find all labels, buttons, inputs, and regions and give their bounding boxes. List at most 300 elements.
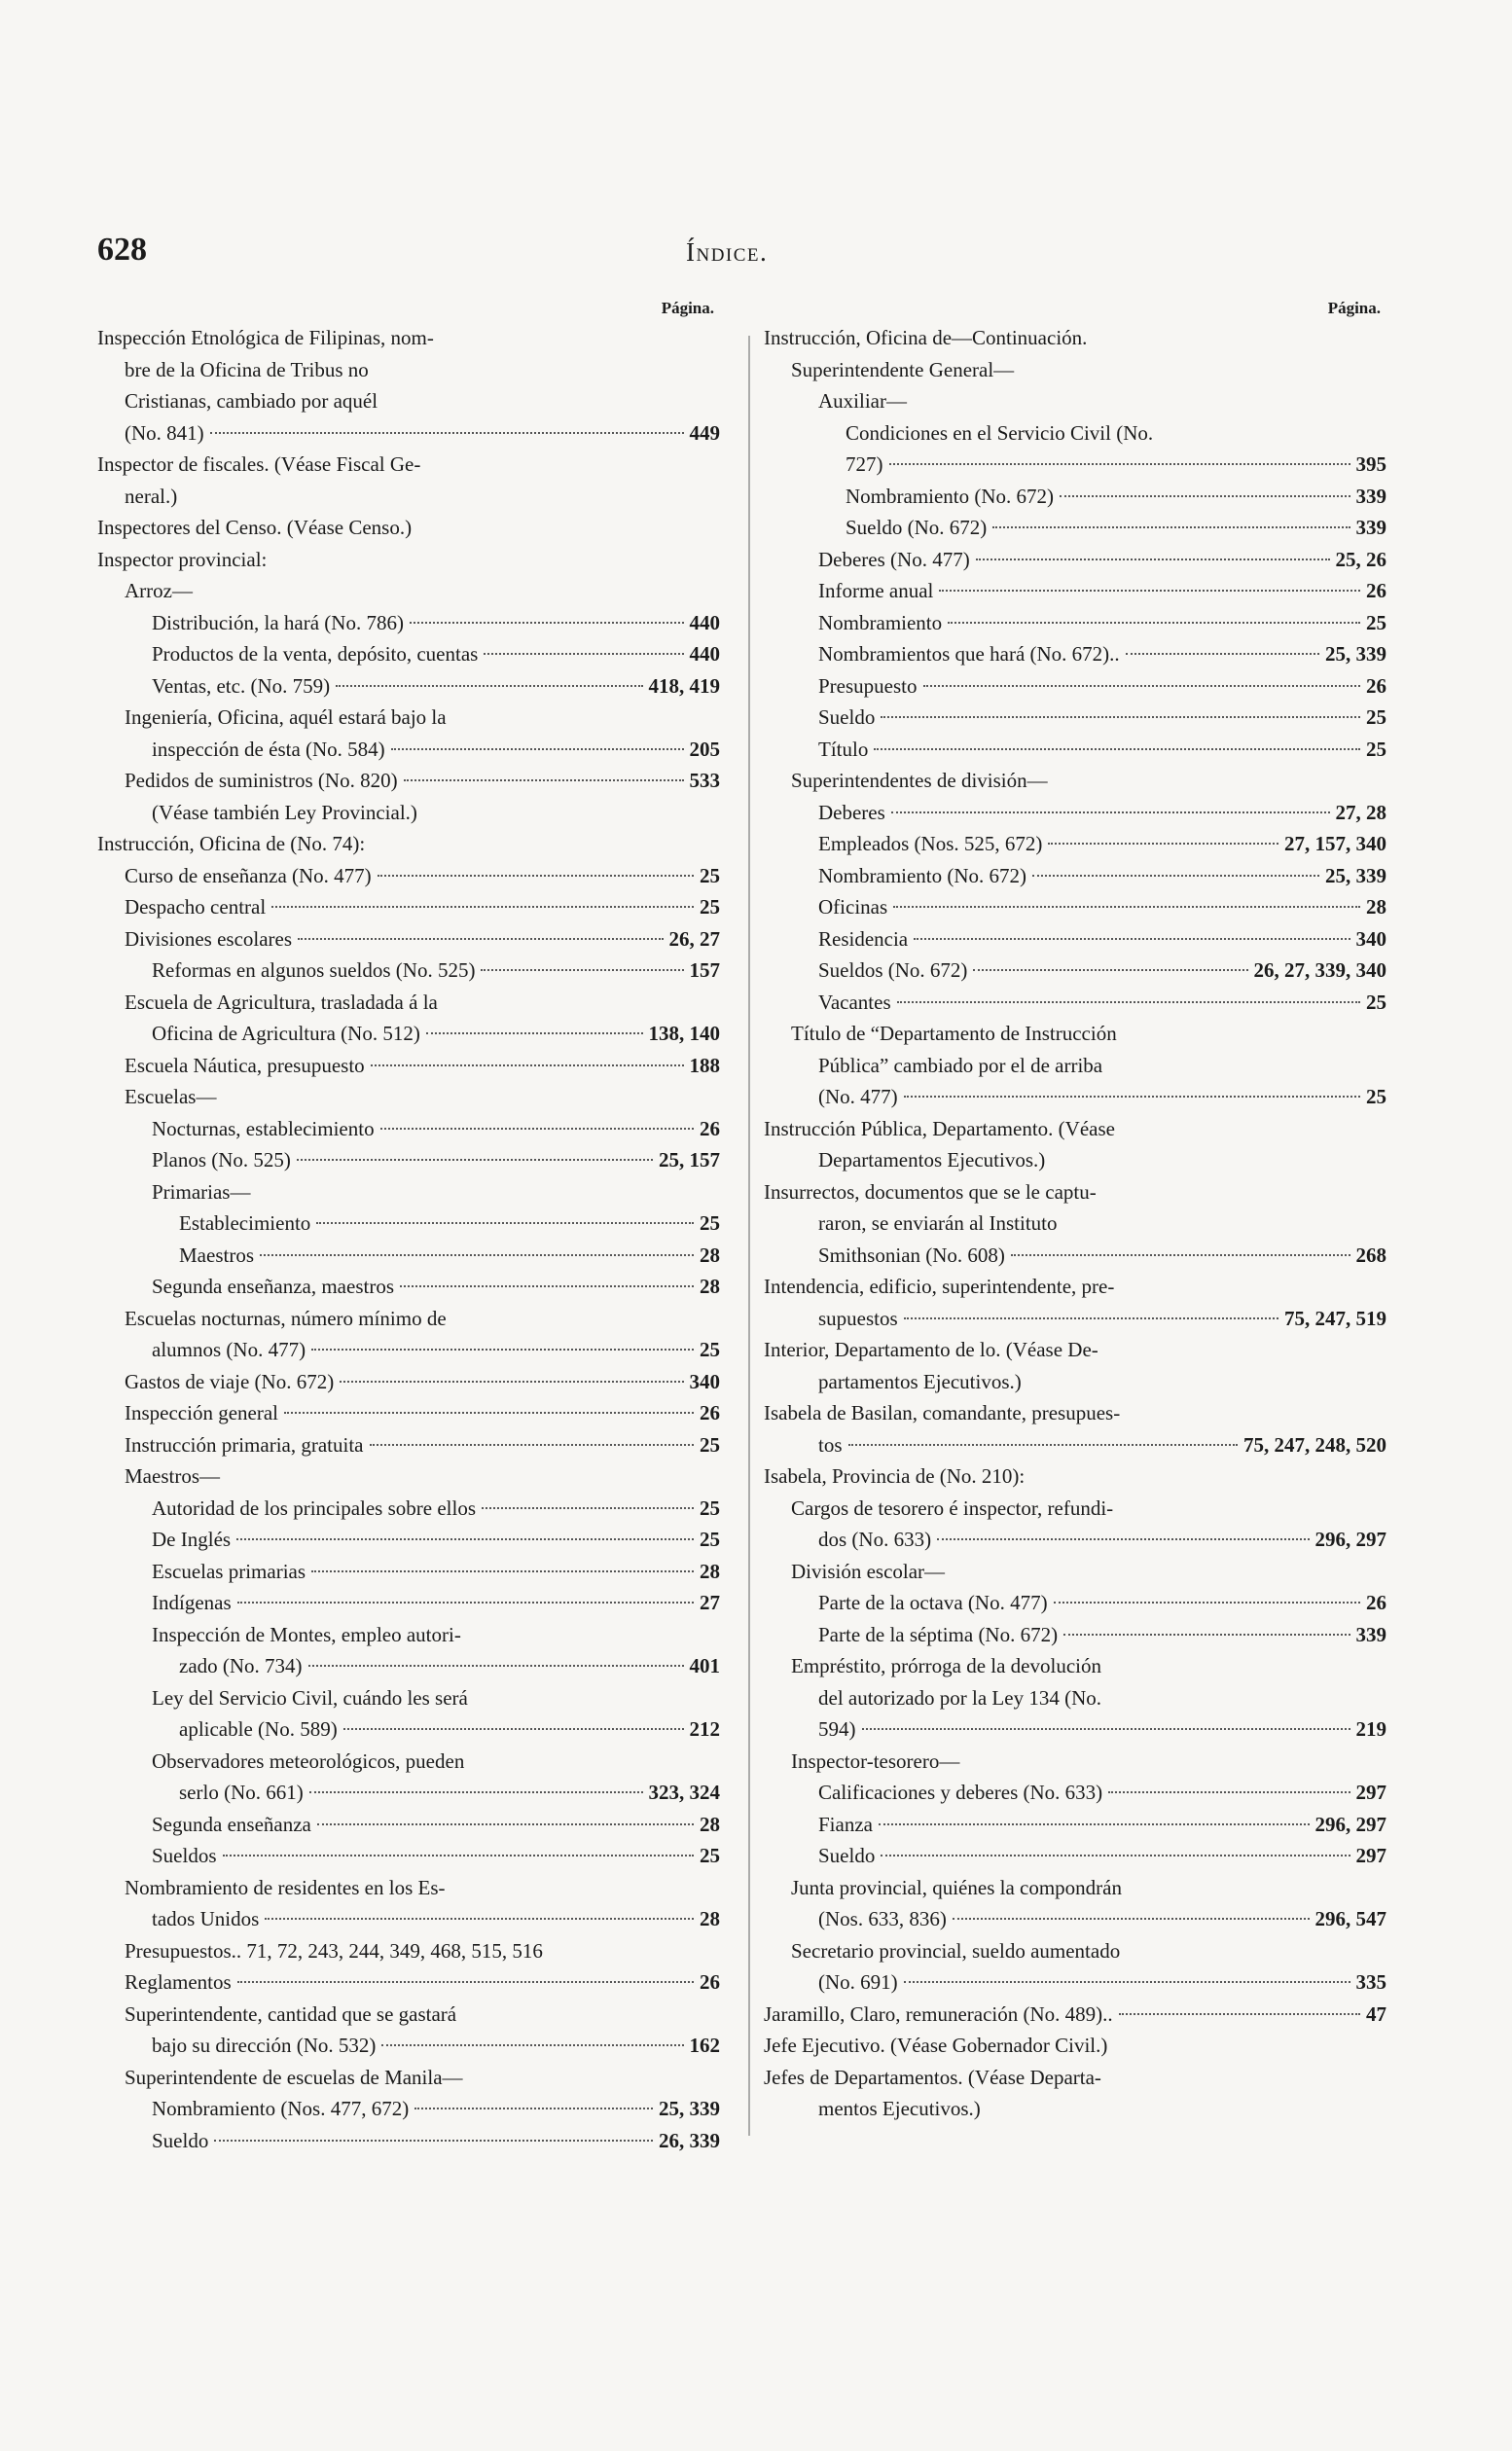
index-entry-text: Calificaciones y deberes (No. 633) [818,1781,1103,1804]
index-entry [764,734,1386,766]
index-entry [764,1999,1386,2031]
index-entry-page: 418, 419 [648,673,720,698]
index-entry-page: 26, 27, 339, 340 [1253,958,1386,982]
dot-leader [897,1001,1360,1003]
index-entry [764,1113,1386,1145]
index-entry-text: Parte de la séptima (No. 672) [818,1622,1059,1646]
index-entry [97,1240,720,1272]
index-entry-page: 340 [1355,926,1386,951]
index-entry [97,1682,720,1714]
index-entry [97,1587,720,1619]
index-entry-page: 25 [1366,610,1386,634]
index-entry-text: (No. 691) [818,1970,898,1994]
index-entry-text: División escolar— [791,1559,946,1583]
dot-leader [378,875,694,877]
dot-leader [881,716,1360,718]
index-entry [764,1587,1386,1619]
dot-leader [973,969,1247,971]
index-entry [97,1840,720,1872]
dot-leader [381,2044,683,2046]
index-entry-text: Indígenas [152,1591,232,1614]
index-entry [97,1113,720,1145]
index-entry-text: Divisiones escolares [125,926,293,951]
index-entries-left [97,322,720,2156]
dot-leader [265,1918,694,1920]
index-entry-text: Escuela Náutica, presupuesto [125,1053,365,1077]
index-entry [97,1334,720,1366]
index-entry-text: Escuela de Agricultura, trasladada á la [125,990,438,1014]
index-entry [764,1429,1386,1461]
index-entry-page: 47 [1366,2001,1386,2026]
index-entry [764,1176,1386,1208]
index-entry-text: Inspectores del Censo. (Véase Censo.) [97,516,413,539]
dot-leader [848,1444,1238,1446]
index-entry [97,544,720,576]
index-entry-text: Cargos de tesorero é inspector, refundi- [791,1496,1114,1520]
index-entry-page: 340 [689,1369,720,1393]
index-entry [764,354,1386,386]
dot-leader [316,1222,694,1224]
dot-leader [1126,653,1319,655]
index-entry-text: Isabela de Basilan, comandante, presupues- [764,1401,1121,1424]
index-entry-page: 26 [700,1116,720,1140]
index-entry-text: Oficina de Agricultura (No. 512) [152,1022,420,1045]
index-entry-text: Reformas en algunos sueldos (No. 525) [152,958,476,982]
index-entry-text: Superintendente General— [791,357,1015,381]
dot-leader [237,1602,694,1604]
index-entry-text: Vacantes [818,990,891,1014]
index-entry-page: 188 [689,1053,720,1077]
index-entry-text: Productos de la venta, depósito, cuentas [152,642,479,666]
index-entry [764,575,1386,607]
dot-leader [260,1254,694,1256]
index-entry [764,385,1386,417]
index-entry-text: Arroz— [125,579,193,602]
index-entry [97,1207,720,1240]
index-column-right [764,295,1386,2125]
index-entry [764,860,1386,892]
index-entry [97,1018,720,1050]
index-entry-text: Intendencia, edificio, superintendente, pre- [764,1275,1115,1298]
index-entry-page: 75, 247, 519 [1284,1306,1386,1330]
index-entry-page: 25 [700,1844,720,1867]
index-entry [764,481,1386,513]
index-entry-text: Sueldos [152,1844,217,1867]
index-entry [764,828,1386,860]
index-entry-page: 296, 297 [1314,1528,1386,1551]
dot-leader [893,906,1360,908]
index-entry [97,1144,720,1176]
index-entry-page: 449 [689,420,720,445]
index-entry [97,702,720,734]
index-entry-text: Nombramiento [818,610,943,634]
dot-leader [1011,1254,1350,1256]
index-entry [97,765,720,797]
index-entry [764,797,1386,829]
index-entry-text: partamentos Ejecutivos.) [818,1369,1022,1393]
index-entry [764,1935,1386,1967]
dot-leader [481,969,683,971]
index-entry-page: 440 [689,610,720,634]
index-entry-text: Título [818,737,869,761]
index-entry [97,860,720,892]
index-entry [764,1303,1386,1335]
index-entry-text: Inspección Etnológica de Filipinas, nom- [97,326,434,349]
index-entry-text: Maestros [179,1243,254,1267]
index-entry-text: Ley del Servicio Civil, cuándo les será [152,1685,468,1710]
index-entry [97,1050,720,1082]
index-entries-right [764,322,1386,2125]
index-entry [97,891,720,923]
index-entry-text: bre de la Oficina de Tribus no [125,357,369,381]
index-entry-page: 28 [700,1812,720,1836]
index-entry [97,797,720,829]
index-entry [97,1429,720,1461]
index-entry [764,2093,1386,2125]
index-entry-page: 339 [1355,516,1386,539]
dot-leader [410,622,684,624]
dot-leader [237,1981,694,1983]
index-entry-text: alumnos (No. 477) [152,1338,306,1361]
running-head [0,232,1512,280]
index-entry [764,1334,1386,1366]
page-number: 628 [97,232,147,268]
index-entry-text: Nombramiento (No. 672) [818,863,1027,887]
dot-leader [426,1032,643,1034]
index-entry-page: 296, 297 [1314,1812,1386,1836]
index-entry [764,544,1386,576]
dot-leader [404,779,684,781]
dot-leader [308,1665,684,1667]
index-entry-text: Instrucción, Oficina de (No. 74): [97,832,366,855]
index-entry-text: Primarias— [152,1179,251,1204]
index-entry [97,1366,720,1398]
index-entry-text: Inspector provincial: [97,547,268,571]
index-entry-page: 26, 339 [659,2128,720,2152]
index-entry [764,1144,1386,1176]
index-entry [764,417,1386,450]
dot-leader [482,1507,694,1509]
index-entry [764,1777,1386,1809]
index-entry-text: Inspector-tesorero— [791,1748,960,1773]
index-entry-page: 25 [700,1432,720,1457]
index-entry-text: serlo (No. 661) [179,1781,304,1804]
index-entry-page: 25 [1366,705,1386,729]
index-entry-text: Sueldos (No. 672) [818,958,968,982]
index-entry-page: 25 [700,1528,720,1551]
dot-leader [309,1791,643,1793]
index-entry [97,1650,720,1682]
page-column-label: Página. [1327,299,1381,317]
index-entry-page: 25 [700,1338,720,1361]
index-entry-page: 297 [1355,1844,1386,1867]
index-entry-text: Secretario provincial, sueldo aumentado [791,1938,1121,1963]
index-entry-text: Oficinas [818,895,888,919]
dot-leader [284,1412,694,1414]
index-entry [97,2062,720,2094]
index-entry-text: Residencia [818,926,909,951]
index-entry-text: Inspección de Montes, empleo autori- [152,1622,461,1646]
index-entry-text: aplicable (No. 589) [179,1717,338,1741]
index-entry-page: 335 [1355,1970,1386,1994]
dot-leader [1032,875,1319,877]
index-entry-page: 28 [700,1275,720,1298]
index-entry-page: 25 [700,863,720,887]
index-entry-text: Sueldo [818,705,876,729]
index-entry [764,923,1386,955]
dot-leader [214,2140,653,2142]
dot-leader [904,1981,1350,1983]
index-entry-text: Smithsonian (No. 608) [818,1243,1005,1267]
index-entry-page: 268 [1355,1243,1386,1267]
index-entry [764,512,1386,544]
dot-leader [370,1444,695,1446]
dot-leader [976,559,1330,560]
index-entry-text: Fianza [818,1812,873,1836]
dot-leader [297,1159,653,1161]
index-entry [97,1460,720,1493]
index-entry [764,670,1386,703]
index-entry-text: Empréstito, prórroga de la devolución [791,1654,1101,1677]
index-entry [97,1556,720,1588]
index-entry [97,481,720,513]
index-entry-page: 401 [689,1654,720,1677]
index-entry [97,1493,720,1525]
index-entry-text: Nombramiento (Nos. 477, 672) [152,2097,410,2120]
index-entry [97,1999,720,2031]
index-entry-text: Empleados (Nos. 525, 672) [818,832,1043,855]
index-entry [764,1966,1386,1999]
index-entry-page: 27, 28 [1335,800,1386,824]
index-entry-page: 26 [1366,1591,1386,1614]
index-entry-page: 440 [689,642,720,666]
index-entry-page: 28 [1366,895,1386,919]
dot-leader [371,1064,684,1066]
index-entry-page: 25 [1366,737,1386,761]
index-entry-text: tados Unidos [152,1907,260,1930]
dot-leader [340,1381,683,1383]
dot-leader [311,1349,694,1351]
index-entry [97,1619,720,1651]
index-entry-text: (No. 477) [818,1085,898,1108]
index-entry-text: mentos Ejecutivos.) [818,2097,981,2120]
index-entry-text: Junta provincial, quiénes la compondrán [791,1875,1122,1899]
dot-leader [236,1538,694,1540]
index-entry-page: 28 [700,1243,720,1267]
index-entry-text: Presupuestos.. 71, 72, 243, 244, 349, 468, 515, 516 [125,1938,543,1963]
index-entry-page: 25, 157 [659,1148,720,1171]
index-entry-text: Condiciones en el Servicio Civil (No. [846,420,1154,445]
dot-leader [889,463,1350,465]
index-entry [764,1271,1386,1303]
index-entry [764,1556,1386,1588]
index-entry [97,575,720,607]
index-entry [764,955,1386,987]
index-entry-page: 25 [1366,1085,1386,1108]
index-entry [97,2030,720,2062]
index-entry-page: 75, 247, 248, 520 [1243,1432,1386,1457]
index-entry [97,955,720,987]
index-entry [97,1081,720,1113]
index-entry-text: bajo su dirección (No. 532) [152,2034,377,2057]
index-entry-text: Sueldo (No. 672) [846,516,988,539]
index-entry-page: 25, 339 [1325,863,1386,887]
index-entry-text: (No. 841) [125,420,204,445]
index-entry-text: Jaramillo, Claro, remuneración (No. 489).. [764,2001,1113,2026]
index-entry [764,1903,1386,1935]
dot-leader [948,622,1360,624]
index-entry [97,449,720,481]
index-entry [97,1524,720,1556]
index-entry-text: Inspección general [125,1401,279,1424]
index-entry-text: Deberes [818,800,885,824]
dot-leader [914,938,1350,940]
index-entry-text: Título de “Departamento de Instrucción [791,1022,1117,1045]
index-entry-page: 339 [1355,484,1386,508]
index-entry [764,2030,1386,2062]
page-column-label: Página. [661,299,714,317]
dot-leader [881,1855,1350,1856]
index-entry-text: Segunda enseñanza [152,1812,311,1836]
index-entry-page: 25 [700,1496,720,1520]
index-entry [764,702,1386,734]
index-entry [97,607,720,639]
index-entry-page: 26 [1366,673,1386,698]
index-entry-text: Curso de enseñanza (No. 477) [125,863,372,887]
index-entry-page: 296, 547 [1314,1907,1386,1930]
index-entry-page: 26, 27 [668,926,720,951]
index-entry-text: Departamentos Ejecutivos.) [818,1148,1046,1171]
index-entry-text: raron, se enviarán al Instituto [818,1211,1058,1235]
index-entry-text: Nombramiento de residentes en los Es- [125,1875,446,1899]
index-entry-page: 533 [689,769,720,792]
dot-leader [992,526,1350,528]
index-entry-text: Nombramientos que hará (No. 672).. [818,642,1120,666]
index-entry [764,765,1386,797]
dot-leader [879,1823,1310,1825]
index-entry-text: zado (No. 734) [179,1654,303,1677]
dot-leader [336,685,642,687]
index-entry [764,449,1386,481]
dot-leader [939,590,1360,592]
index-entry-page: 157 [689,958,720,982]
index-entry [97,2125,720,2157]
index-entry-page: 27 [700,1591,720,1614]
index-entry-page: 25, 26 [1335,547,1386,571]
index-entry-page: 297 [1355,1781,1386,1804]
index-entry [764,1493,1386,1525]
dot-leader [311,1570,694,1572]
index-entry [764,1240,1386,1272]
index-entry [97,987,720,1019]
index-entry [764,1746,1386,1778]
index-entry-text: Jefe Ejecutivo. (Véase Gobernador Civil.) [764,2034,1108,2057]
index-entry [764,1650,1386,1682]
index-entry-text: dos (No. 633) [818,1528,932,1551]
index-entry-text: (Nos. 633, 836) [818,1907,947,1930]
index-entry-text: De Inglés [152,1528,232,1551]
index-entry-text: Escuelas— [125,1085,217,1108]
dot-leader [1048,843,1278,845]
index-entry [764,891,1386,923]
index-entry [97,1809,720,1841]
index-entry-page: 25 [700,1211,720,1235]
index-entry-text: Cristianas, cambiado por aquél [125,389,378,413]
dot-leader [904,1096,1360,1098]
index-entry-page: 26 [1366,579,1386,602]
dot-leader [271,906,694,908]
index-entry-text: Ingeniería, Oficina, aquél estará bajo la [125,705,447,729]
dot-leader [953,1918,1310,1920]
index-entry-text: Reglamentos [125,1970,232,1994]
page-title: Índice. [686,237,769,267]
index-entry [97,385,720,417]
dot-leader [1054,1602,1360,1604]
index-entry [97,512,720,544]
index-entry-text: Distribución, la hará (No. 786) [152,610,404,634]
index-entry [764,1840,1386,1872]
index-entry-text: Sueldo [818,1844,876,1867]
index-entry-text: Informe anual [818,579,934,602]
index-entry [764,1713,1386,1746]
index-entry-text: Instrucción primaria, gratuita [125,1432,364,1457]
index-entry-text: Inspector de fiscales. (Véase Fiscal Ge- [97,452,421,476]
index-entry [97,1303,720,1335]
index-entry-text: Ventas, etc. (No. 759) [152,673,331,698]
index-entry [764,1397,1386,1429]
dot-leader [223,1855,694,1856]
index-entry [764,987,1386,1019]
index-entry-page: 323, 324 [648,1781,720,1804]
index-entry-text: Pedidos de suministros (No. 820) [125,769,398,792]
index-entry-text: Despacho central [125,895,267,919]
dot-leader [904,1317,1278,1319]
dot-leader [862,1728,1350,1730]
index-entry-text: Pública” cambiado por el de arriba [818,1053,1103,1077]
index-entry-text: Presupuesto [818,673,918,698]
index-entry-text: Nocturnas, establecimiento [152,1116,375,1140]
dot-leader [484,653,683,655]
dot-leader [874,748,1360,750]
dot-leader [298,938,663,940]
index-entry-page: 219 [1355,1717,1386,1741]
index-entry [764,638,1386,670]
index-entry-text: supuestos [818,1306,898,1330]
index-entry-page: 25, 339 [1325,642,1386,666]
index-entry-text: Planos (No. 525) [152,1148,291,1171]
index-entry-text: 727) [846,452,883,476]
dot-leader [1108,1791,1350,1793]
index-entry-page: 25 [1366,990,1386,1014]
index-entry-text: Instrucción, Oficina de—Continuación. [764,326,1088,349]
index-entry-text: Establecimiento [179,1211,311,1235]
dot-leader [380,1128,694,1130]
index-entry-text: 594) [818,1717,856,1741]
index-entry-text: Autoridad de los principales sobre ellos [152,1496,477,1520]
index-entry-text: Deberes (No. 477) [818,547,970,571]
index-entry [97,1176,720,1208]
index-entry [764,1050,1386,1082]
index-entry-text: Instrucción Pública, Departamento. (Véase [764,1116,1115,1140]
index-entry-text: Segunda enseñanza, maestros [152,1275,394,1298]
index-entry-text: Sueldo [152,2128,209,2152]
index-entry-page: 28 [700,1907,720,1930]
index-entry-text: del autorizado por la Ley 134 (No. [818,1685,1101,1710]
index-entry [764,1809,1386,1841]
index-entry [764,1524,1386,1556]
dot-leader [923,685,1361,687]
index-entry-page: 395 [1355,452,1386,476]
